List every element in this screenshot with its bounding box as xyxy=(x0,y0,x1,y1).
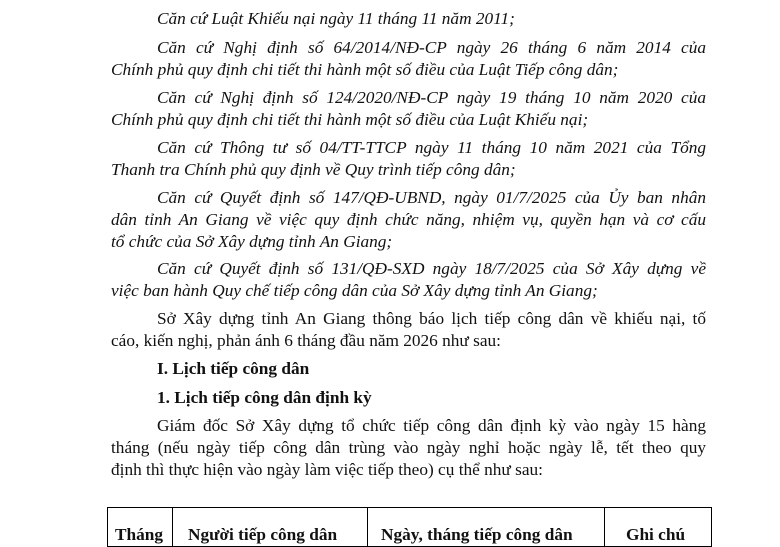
paragraph-legal-basis-6-line-1: Căn cứ Quyết định số 131/QĐ-SXD ngày 18/7/2025 của Sở Xây dựng về xyxy=(157,259,706,278)
table-header-note: Ghi chú xyxy=(626,525,686,544)
paragraph-periodic-line-3: định thì thực hiện vào ngày làm việc tiếp theo) cụ thể như sau: xyxy=(111,460,543,479)
paragraph-periodic-line-1: Giám đốc Sở Xây dựng tổ chức tiếp công dân định kỳ vào ngày 15 hàng xyxy=(157,416,706,435)
schedule-table xyxy=(107,507,712,547)
table-header-month: Tháng xyxy=(115,525,164,544)
table-header-receiver: Người tiếp công dân xyxy=(188,525,338,544)
paragraph-legal-basis-2-line-1: Căn cứ Nghị định số 64/2014/NĐ-CP ngày 26 tháng 6 năm 2014 của xyxy=(157,38,706,57)
paragraph-legal-basis-5-line-1: Căn cứ Quyết định số 147/QĐ-UBND, ngày 01/7/2025 của Ủy ban nhân xyxy=(157,188,706,207)
paragraph-legal-basis-2-line-2: Chính phủ quy định chi tiết thi hành một số điều của Luật Tiếp công dân; xyxy=(111,60,619,79)
paragraph-legal-basis-4-line-2: Thanh tra Chính phủ quy định về Quy trình tiếp công dân; xyxy=(111,160,516,179)
paragraph-legal-basis-4-line-1: Căn cứ Thông tư số 04/TT-TTCP ngày 11 tháng 10 năm 2021 của Tổng xyxy=(157,138,706,157)
paragraph-legal-basis-5-line-3: tổ chức của Sở Xây dựng tỉnh An Giang; xyxy=(111,232,393,251)
paragraph-announcement-line-2: cáo, kiến nghị, phản ánh 6 tháng đầu năm 2026 như sau: xyxy=(111,331,501,350)
table-header-date: Ngày, tháng tiếp công dân xyxy=(381,525,573,544)
paragraph-legal-basis-3-line-1: Căn cứ Nghị định số 124/2020/NĐ-CP ngày 19 tháng 10 năm 2020 của xyxy=(157,88,706,107)
paragraph-periodic-line-2: tháng (nếu ngày tiếp công dân trùng vào ngày nghỉ hoặc ngày lễ, tết theo quy xyxy=(111,438,706,457)
paragraph-legal-basis-3-line-2: Chính phủ quy định chi tiết thi hành một số điều của Luật Khiếu nại; xyxy=(111,110,589,129)
subsection-heading-periodic-schedule: 1. Lịch tiếp công dân định kỳ xyxy=(157,388,372,407)
section-heading-schedule: I. Lịch tiếp công dân xyxy=(157,359,310,378)
paragraph-legal-basis-6-line-2: việc ban hành Quy chế tiếp công dân của Sở Xây dựng tỉnh An Giang; xyxy=(111,281,598,300)
paragraph-announcement-line-1: Sở Xây dựng tỉnh An Giang thông báo lịch tiếp công dân về khiếu nại, tố xyxy=(157,309,706,328)
paragraph-legal-basis-5-line-2: dân tỉnh An Giang về việc quy định chức năng, nhiệm vụ, quyền hạn và cơ cấu xyxy=(111,210,706,229)
paragraph-legal-basis-1: Căn cứ Luật Khiếu nại ngày 11 tháng 11 năm 2011; xyxy=(157,9,515,28)
